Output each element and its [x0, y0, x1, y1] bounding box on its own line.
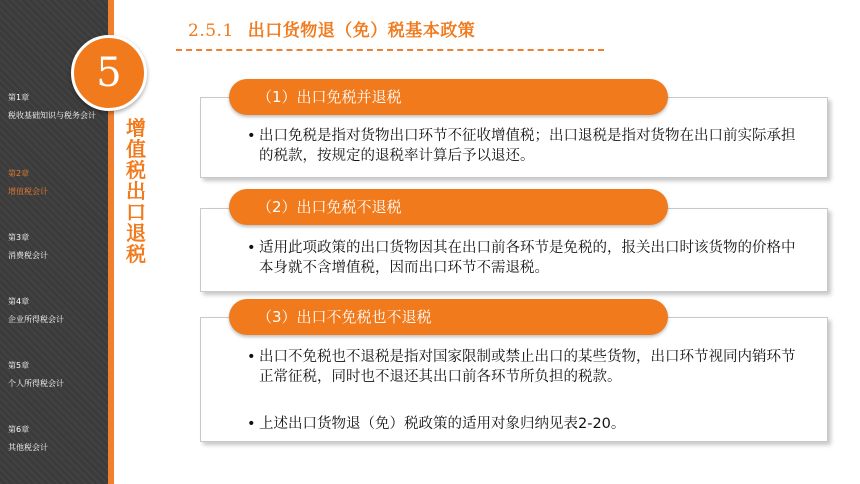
- chapter-4-item[interactable]: [8, 296, 104, 326]
- chapter-number: 第3章: [8, 233, 30, 242]
- chapter-number: 第1章: [8, 93, 30, 102]
- chapter-2-item[interactable]: [8, 168, 104, 198]
- title-divider: [176, 49, 604, 51]
- section-2-label: （2）出口免税不退税: [229, 189, 668, 225]
- chapter-name: 消费税会计: [8, 251, 48, 260]
- section-3-bullet-2: • 上述出口货物退（免）税政策的适用对象归纳见表2-20。: [247, 414, 807, 434]
- chapter-5-item[interactable]: [8, 360, 104, 390]
- section-1-label: （1）出口免税并退税: [229, 79, 668, 115]
- page-title: [188, 16, 475, 41]
- chapter-name: 个人所得税会计: [8, 379, 64, 388]
- vertical-section-title: 增值税出口退税: [126, 116, 146, 266]
- chapter-number: 第5章: [8, 361, 30, 370]
- chapter-6-item[interactable]: [8, 424, 104, 454]
- chapter-badge: 5: [71, 35, 147, 111]
- page-title-text: 出口货物退（免）税基本政策: [247, 21, 476, 41]
- chapter-number: 第2章: [8, 169, 30, 178]
- section-1-bullet-1: • 出口免税是指对货物出口环节不征收增值税；出口退税是指对货物在出口前实际承担的税款，按规定的退税率计算后予以退还。: [247, 126, 807, 166]
- chapter-number: 第6章: [8, 425, 30, 434]
- section-3-bullet-1: • 出口不免税也不退税是指对国家限制或禁止出口的某些货物，出口环节视同内销环节正常征税，同时也不退还其出口前各环节所负担的税款。: [247, 347, 807, 387]
- section-2-bullet-1: • 适用此项政策的出口货物因其在出口前各环节是免税的，报关出口时该货物的价格中本身就不含增值税，因而出口环节不需退税。: [247, 238, 807, 278]
- chapter-name: 税收基础知识与税务会计: [8, 111, 96, 120]
- chapter-name: 其他税会计: [8, 443, 48, 452]
- chapter-name: 企业所得税会计: [8, 315, 64, 324]
- section-3-label: （3）出口不免税也不退税: [229, 299, 668, 335]
- chapter-name: 增值税会计: [8, 187, 48, 196]
- page-title-number: 2.5.1: [188, 21, 234, 41]
- chapter-number: 第4章: [8, 297, 30, 306]
- chapter-3-item[interactable]: [8, 232, 104, 262]
